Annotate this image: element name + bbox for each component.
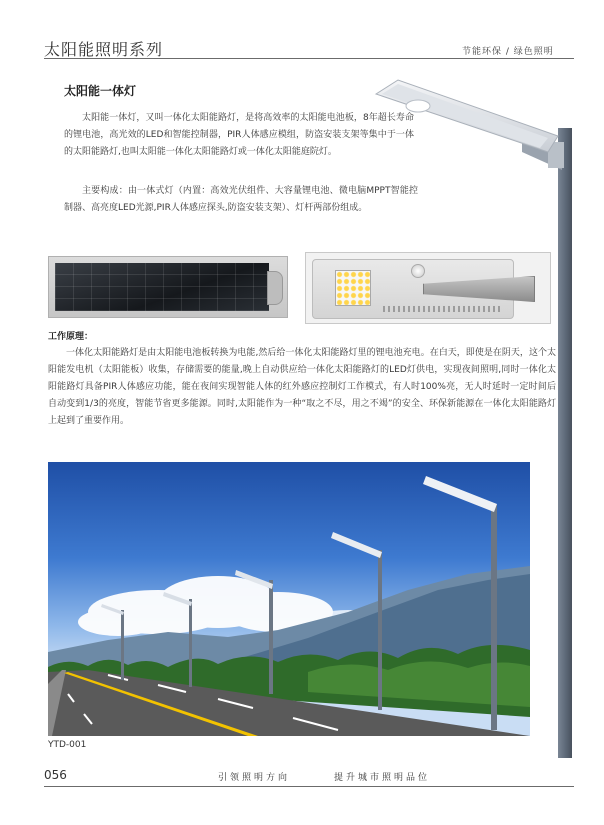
catalog-title: 太阳能照明系列 [44,40,164,59]
solar-street-lamp-illustration [372,72,582,762]
header-divider [44,58,574,59]
panel-end-cap [267,271,283,305]
footer-slogan-right: 提升城市照明品位 [334,773,431,783]
footer-divider [44,786,574,787]
solar-cells [55,263,269,311]
page-number: 056 [44,768,67,782]
principle-paragraph: 一体化太阳能路灯是由太阳能电池板转换为电能,然后给一体化太阳能路灯里的锂电池充电。在白天，即使是在阴天，这个太阳能发电机（太阳能板）收集，存储需要的能量,晚上自动供应给一体化太阳能路灯的LED灯供电，实现夜间照明,同时一体化太阳能路灯具备PIR人体感应功能，能在夜间实现智能人体的红外感应控制灯工作模式，有人时100%亮，无人时延时一定时间后自动变到1/3的亮度，智能节省更多能源。同时,太阳能作为一种“取之不尽，用之不竭”的安全、环保新能源在一体化太阳能路灯上起到了重要作用。 [48,348,556,426]
composition-paragraph: 主要构成：由一体式灯（内置：高效光伏组件、大容量锂电池、微电脑MPPT智能控制器、高亮度LED光源,PIR人体感应探头,防盗安装支架）、灯杆两部份组成。 [64,186,418,213]
lamp-head [376,80,558,152]
intro-paragraph: 太阳能一体灯，又叫一体化太阳能路灯，是将高效率的太阳能电池板，8年超长寿命的锂电池，高光效的LED和智能控制器，PIR人体感应模组，防盗安装支架等集中于一体的太阳能路灯,也叫太阳能一体化太阳能路灯或一体化太阳能庭院灯。 [64,113,414,157]
lamp-pole [558,128,572,758]
photo-caption: YTD-001 [48,740,87,750]
principle-heading: 工作原理： [48,332,94,342]
header-slogan: 节能环保 / 绿色照明 [462,47,554,57]
led-module [335,270,371,306]
section-title: 太阳能一体灯 [64,84,137,98]
solar-panel-top-photo [48,256,288,318]
footer-slogan-left: 引领照明方向 [218,773,291,783]
